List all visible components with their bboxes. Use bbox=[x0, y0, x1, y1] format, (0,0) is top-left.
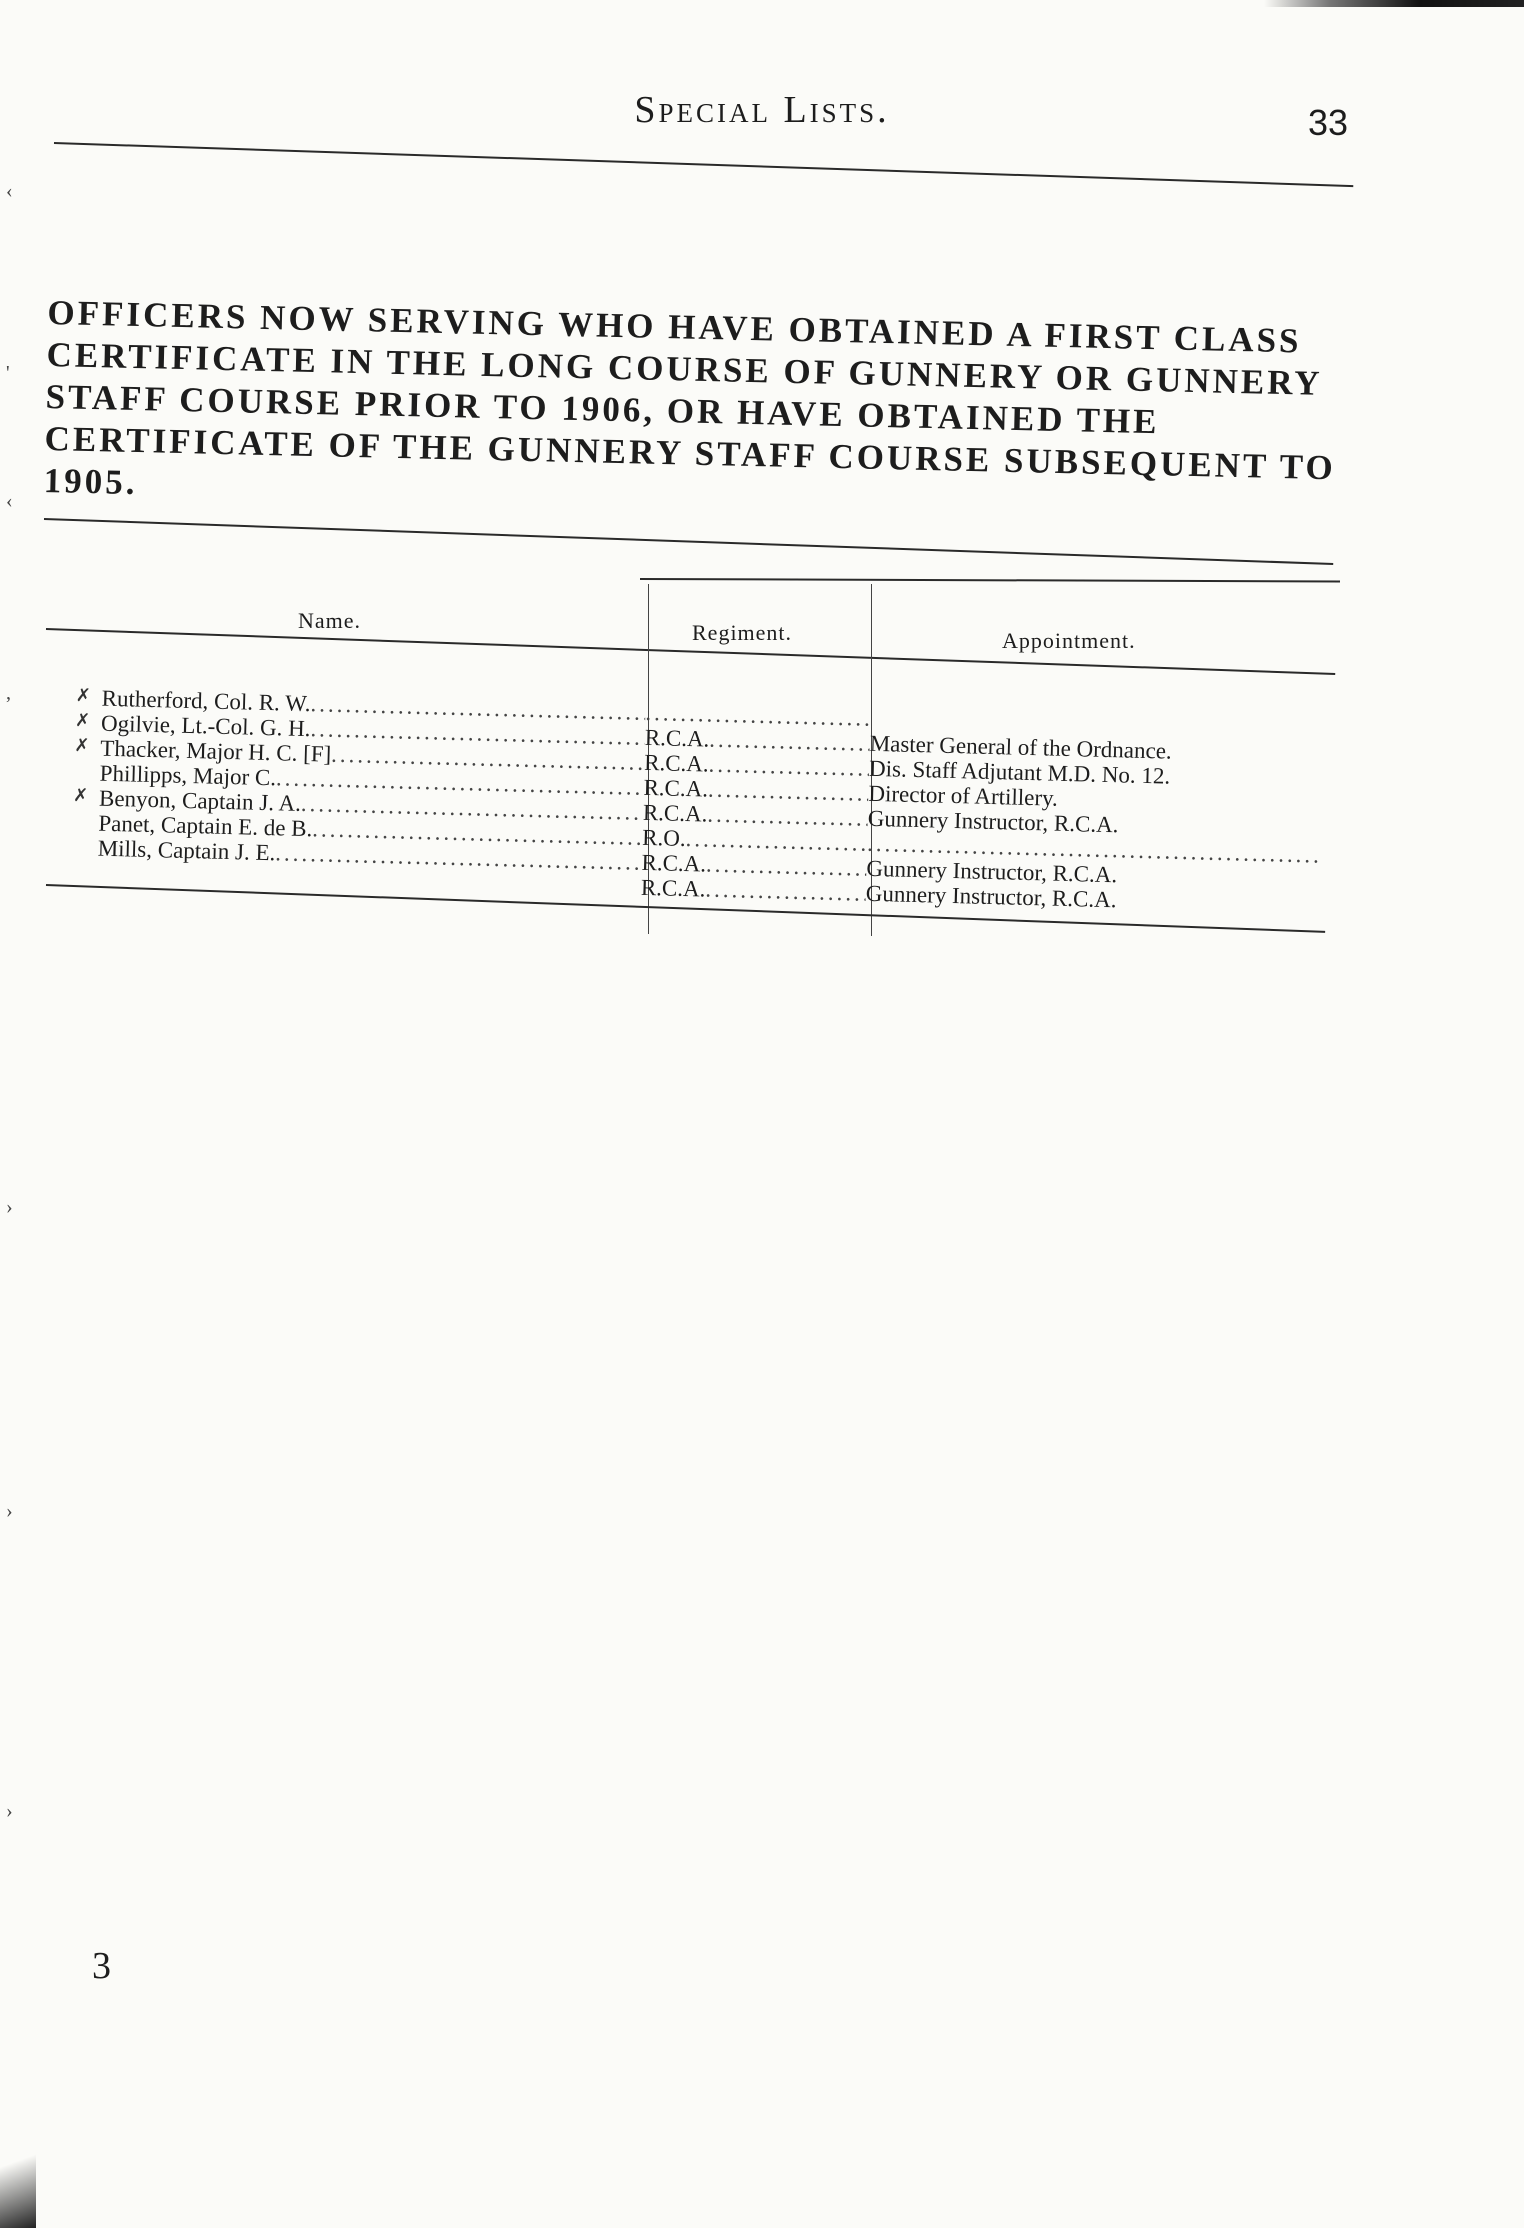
row-name: Mills, Captain J. E. bbox=[97, 835, 276, 866]
row-regiment: R.C.A. bbox=[640, 874, 706, 902]
row-regiment: R.C.A. bbox=[643, 774, 709, 802]
row-regiment: R.C.A. bbox=[644, 724, 710, 752]
row-appointment: Dis. Staff Adjutant M.D. No. 12. bbox=[868, 755, 1171, 789]
margin-mark: › bbox=[6, 1196, 13, 1218]
row-appointment: Gunnery Instructor, R.C.A. bbox=[866, 855, 1118, 888]
row-appointment: Gunnery Instructor, R.C.A. bbox=[865, 880, 1117, 913]
column-header-appointment: Appointment. bbox=[1002, 628, 1136, 653]
scan-corner-shadow bbox=[0, 2118, 36, 2228]
row-name: Ogilvie, Lt.-Col. G. H. bbox=[100, 710, 311, 742]
margin-mark: ‹ bbox=[6, 490, 13, 512]
head-rule bbox=[54, 142, 1353, 187]
page-number: 33 bbox=[1308, 102, 1349, 143]
table-top-rule bbox=[640, 578, 1340, 582]
column-header-name: Name. bbox=[298, 608, 362, 633]
margin-mark: ‹ bbox=[6, 180, 13, 202]
cross-mark-icon: ✗ bbox=[74, 709, 91, 731]
cross-mark-icon: ✗ bbox=[74, 734, 90, 756]
signature-number: 3 bbox=[92, 1945, 111, 1987]
row-name: Rutherford, Col. R. W. bbox=[101, 685, 311, 717]
row-appointment: Master General of the Ordnance. bbox=[869, 730, 1173, 764]
row-appointment: Gunnery Instructor, R.C.A. bbox=[867, 805, 1119, 838]
margin-mark: , bbox=[6, 682, 11, 704]
running-head: Special Lists. bbox=[634, 89, 890, 131]
row-appointment: Director of Artillery. bbox=[868, 780, 1059, 811]
cross-mark-icon: ✗ bbox=[72, 784, 89, 806]
row-name: Phillipps, Major C. bbox=[99, 760, 277, 791]
row-name: Panet, Captain E. de B. bbox=[98, 810, 313, 842]
margin-mark: › bbox=[6, 1500, 13, 1522]
row-name: Benyon, Captain J. A. bbox=[98, 785, 302, 816]
scan-edge-mark bbox=[1264, 0, 1524, 7]
column-header-regiment: Regiment. bbox=[692, 620, 793, 645]
list-heading: OFFICERS NOW SERVING WHO HAVE OBTAINED A FIRST CLASS CERTIFICATE IN THE LONG COURSE OF GUNNERY OR GUNNERY STAFF COURSE PRIOR TO 1906, OR HAVE OBTAINED THE CERTIFICATE OF THE GUNNERY STAFF COURSE SUBSEQUENT TO 1905. bbox=[43, 292, 1337, 503]
cross-mark-icon: ✗ bbox=[75, 685, 92, 706]
row-regiment: R.C.A. bbox=[643, 749, 710, 777]
margin-mark: › bbox=[6, 1800, 13, 1822]
table-header-rule bbox=[46, 628, 1335, 675]
table-body bbox=[71, 686, 1336, 919]
row-name: Thacker, Major H. C. [F] bbox=[100, 735, 332, 767]
row-regiment: R.O. bbox=[641, 824, 686, 852]
row-regiment: R.C.A. bbox=[642, 799, 708, 827]
margin-mark: ' bbox=[6, 362, 10, 384]
row-regiment: R.C.A. bbox=[641, 849, 707, 877]
